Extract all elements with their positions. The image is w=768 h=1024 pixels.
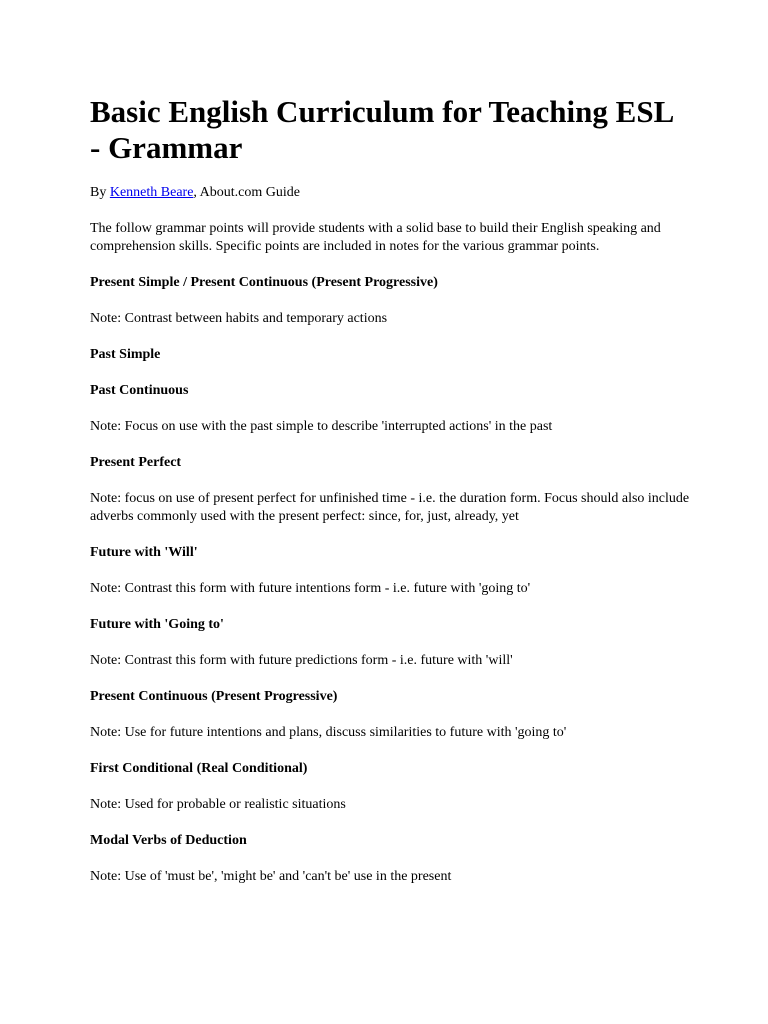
byline-prefix: By <box>90 185 110 200</box>
author-link[interactable]: Kenneth Beare <box>109 185 194 200</box>
byline-suffix: , About.com Guide <box>193 185 300 200</box>
section-heading: Present Perfect <box>90 455 182 470</box>
section-heading: Future with 'Will' <box>90 545 198 560</box>
section-heading: Modal Verbs of Deduction <box>90 833 247 848</box>
section-note: Note: Contrast between habits and temporary actions <box>90 311 388 326</box>
section-heading: First Conditional (Real Conditional) <box>90 761 308 776</box>
section-note: Note: focus on use of present perfect for unfinished time - i.e. the duration form. Focus should also include adverbs commonly used with the present perfect: since, for, just, already, yet <box>90 491 690 524</box>
byline <box>90 184 690 202</box>
section-heading: Present Continuous (Present Progressive) <box>90 689 338 704</box>
section-note: Note: Use for future intentions and plans, discuss similarities to future with 'going to' <box>90 725 567 740</box>
intro-paragraph: The follow grammar points will provide students with a solid base to build their English speaking and comprehension skills. Specific points are included in notes for the various grammar points. <box>90 221 661 254</box>
section-heading: Present Simple / Present Continuous (Present Progressive) <box>90 275 438 290</box>
section-heading: Past Continuous <box>90 383 189 398</box>
document-page <box>90 94 690 904</box>
section-note: Note: Used for probable or realistic situations <box>90 797 346 812</box>
section-note: Note: Focus on use with the past simple to describe 'interrupted actions' in the past <box>90 419 553 434</box>
section-note: Note: Use of 'must be', 'might be' and 'can't be' use in the present <box>90 869 452 884</box>
section-heading: Past Simple <box>90 347 161 362</box>
section-note: Note: Contrast this form with future predictions form - i.e. future with 'will' <box>90 653 513 668</box>
section-heading: Future with 'Going to' <box>90 617 224 632</box>
section-note: Note: Contrast this form with future intentions form - i.e. future with 'going to' <box>90 581 531 596</box>
page-title: Basic English Curriculum for Teaching ESL - Grammar <box>90 94 673 165</box>
